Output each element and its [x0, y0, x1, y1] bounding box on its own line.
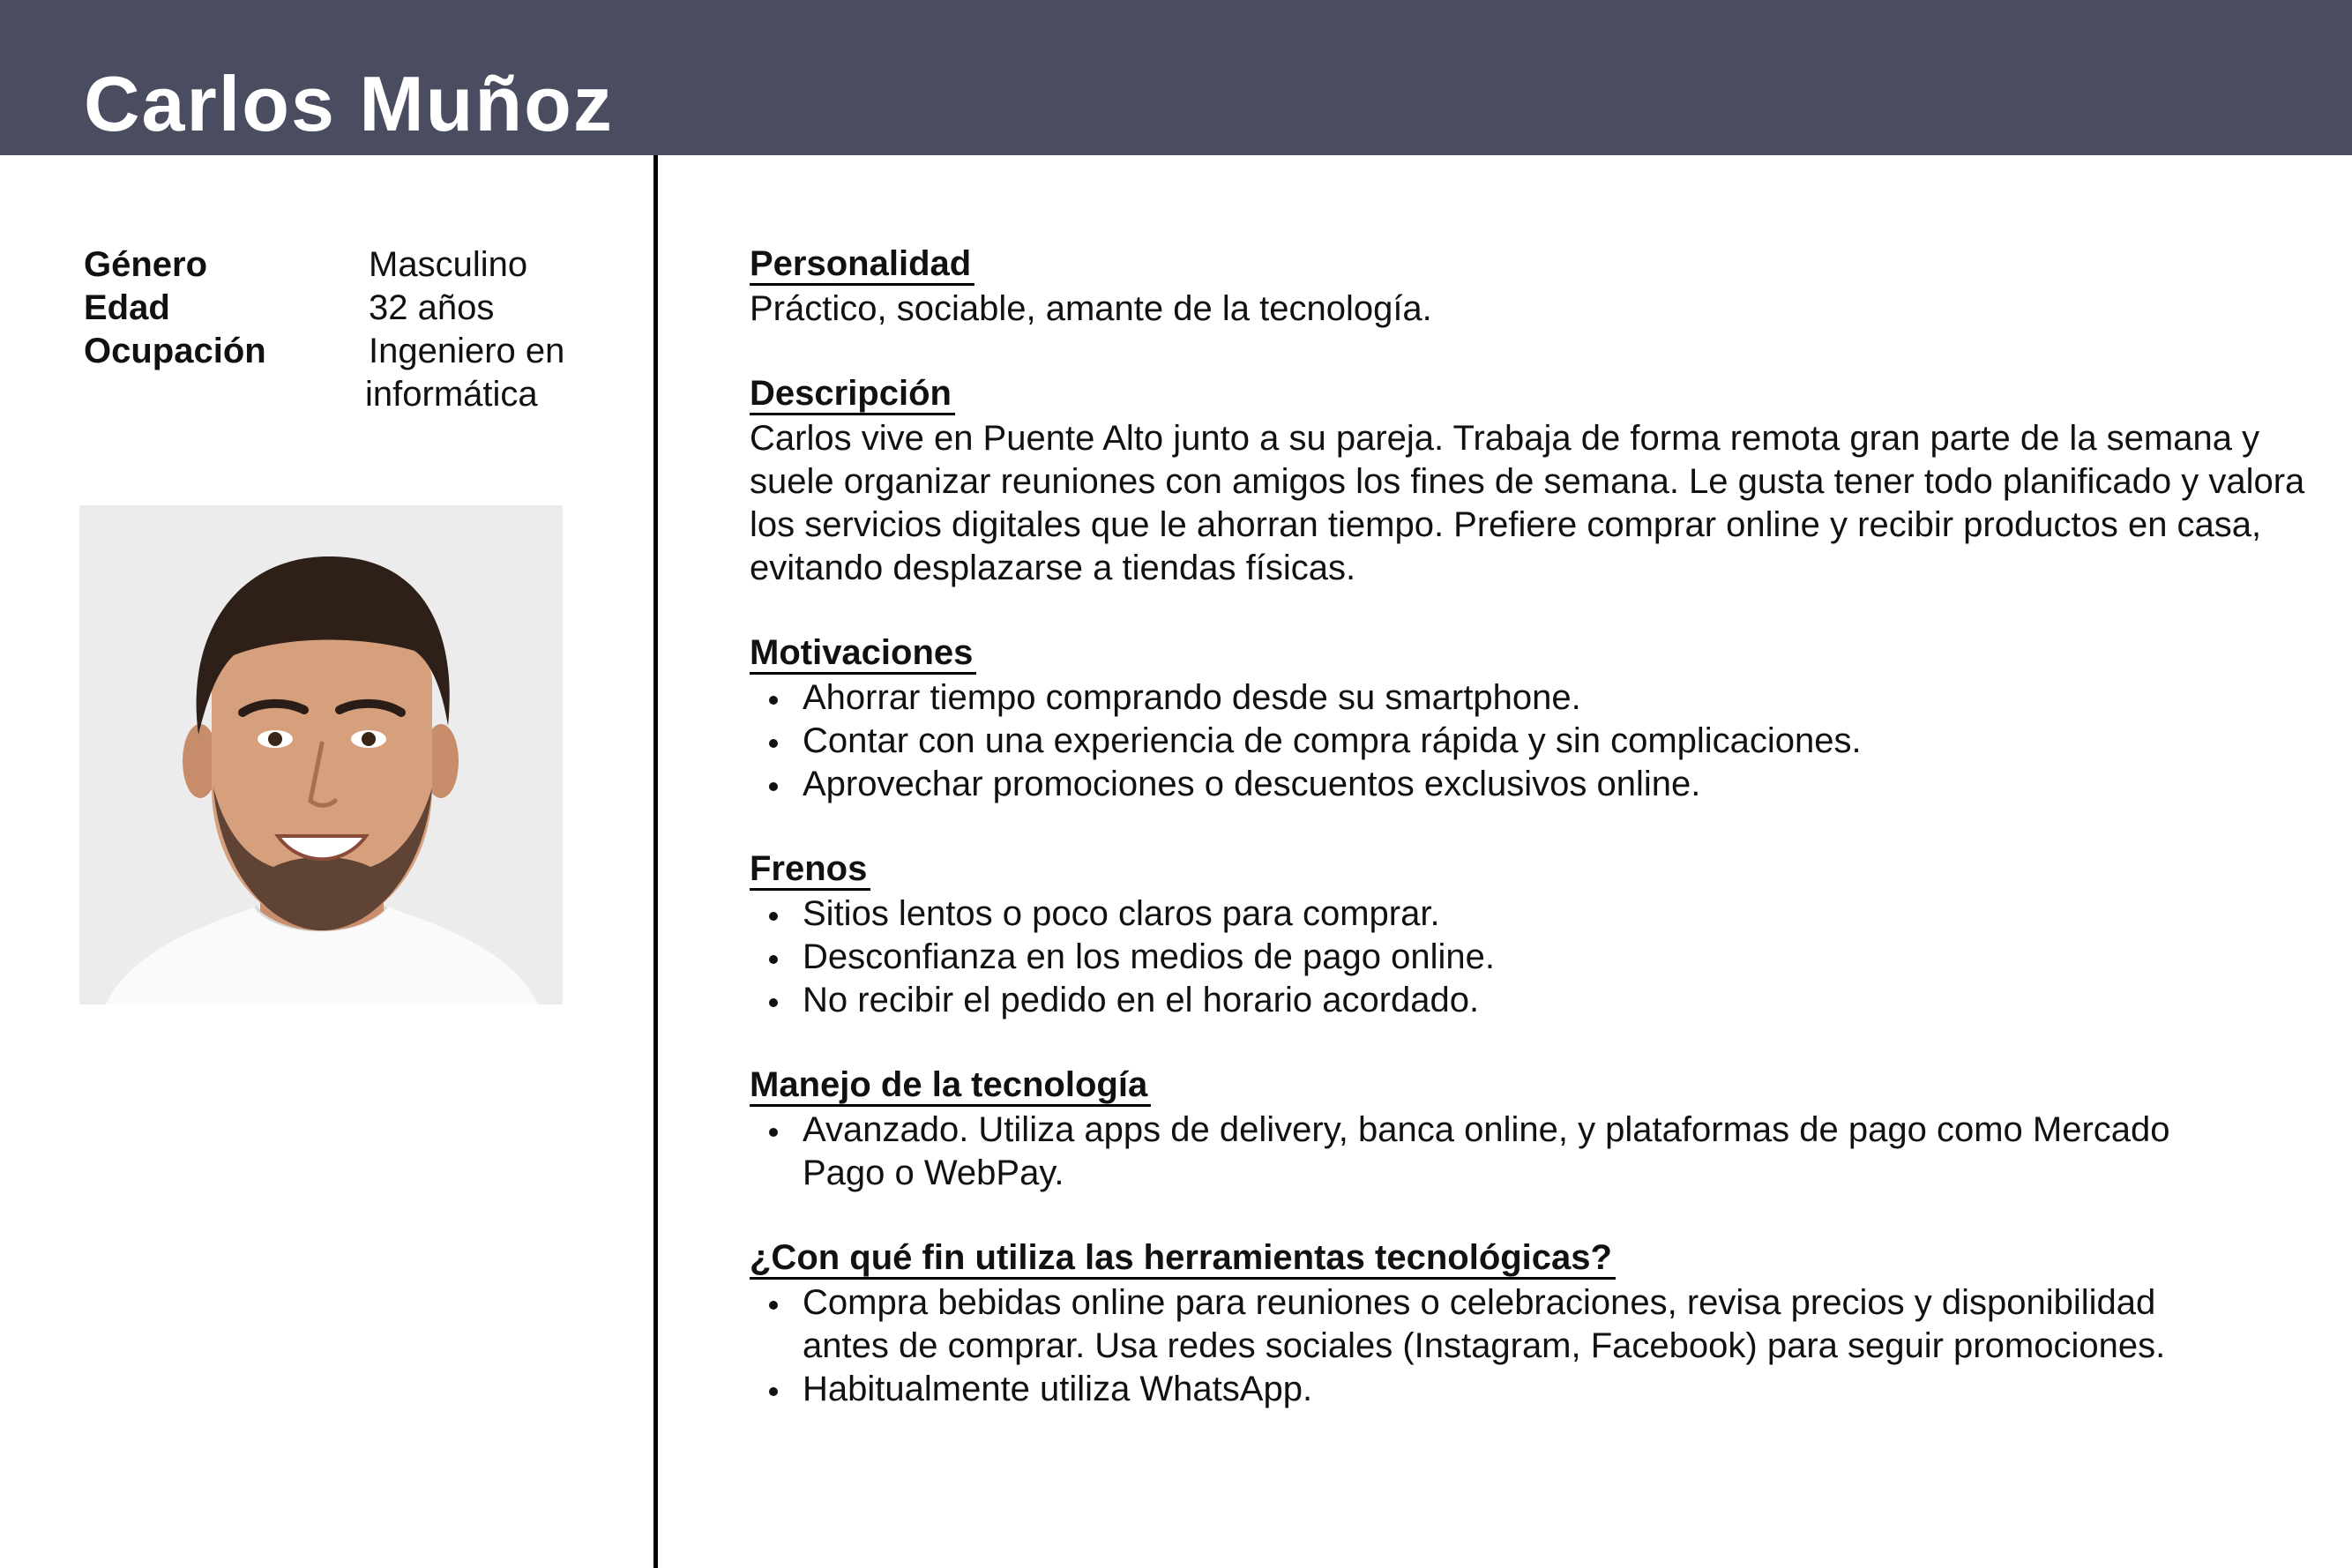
persona-name: Carlos Muñoz	[84, 60, 614, 147]
column-divider	[653, 155, 658, 1568]
bullet-list	[750, 676, 2328, 806]
persona-info	[84, 243, 613, 416]
section-text: Carlos vive en Puente Alto junto a su pareja. Trabaja de forma remota gran parte de la semana y suele organizar reuniones con amigos los fines de semana. Le gusta tener todo planificado y valora los servicios digitales que le ahorran tiempo. Prefiere comprar online y recibir productos en casa, evitando desplazarse a tiendas físicas.	[750, 419, 2305, 587]
persona-photo	[79, 505, 563, 1004]
section-tecnologia	[750, 1065, 2328, 1195]
bullet-list	[750, 1109, 2328, 1195]
bullet-list	[750, 1281, 2328, 1411]
section-title: ¿Con qué fin utiliza las herramientas tecnológicas?	[750, 1238, 1616, 1280]
info-value-line-2: informática	[365, 375, 538, 414]
section-title: Manejo de la tecnología	[750, 1065, 1151, 1107]
persona-details	[750, 244, 2328, 1454]
info-label: Ocupación	[84, 332, 266, 370]
info-row-occupation	[84, 330, 613, 416]
section-motivaciones	[750, 633, 2328, 806]
list-item: Avanzado. Utiliza apps de delivery, banca online, y plataformas de pago como Mercado Pago o WebPay.	[750, 1109, 2328, 1195]
list-item: Aprovechar promociones o descuentos exclusivos online.	[750, 763, 2328, 806]
list-item: Desconfianza en los medios de pago online.	[750, 936, 2328, 979]
section-descripcion	[750, 374, 2328, 590]
section-personalidad	[750, 244, 2328, 331]
section-title: Frenos	[750, 849, 870, 891]
section-frenos	[750, 849, 2328, 1022]
bullet-list	[750, 892, 2328, 1022]
list-item: Sitios lentos o poco claros para comprar.	[750, 892, 2328, 936]
list-item: Compra bebidas online para reuniones o celebraciones, revisa precios y disponibilidad antes de comprar. Usa redes sociales (Instagram, Facebook) para seguir promociones.	[750, 1281, 2328, 1368]
list-item: Habitualmente utiliza WhatsApp.	[750, 1368, 2328, 1411]
info-value	[365, 330, 633, 416]
section-title: Descripción	[750, 374, 955, 415]
section-title: Personalidad	[750, 244, 974, 286]
info-value: 32 años	[369, 288, 495, 327]
info-row-gender	[84, 243, 613, 287]
info-row-age	[84, 287, 613, 330]
list-item: Contar con una experiencia de compra rápida y sin complicaciones.	[750, 720, 2328, 763]
info-value-line-1: Ingeniero en	[369, 332, 565, 370]
section-text: Práctico, sociable, amante de la tecnología.	[750, 289, 1432, 328]
info-label: Edad	[84, 288, 170, 327]
header-bar	[0, 0, 2352, 155]
section-title: Motivaciones	[750, 633, 976, 675]
list-item: Ahorrar tiempo comprando desde su smartphone.	[750, 676, 2328, 720]
list-item: No recibir el pedido en el horario acordado.	[750, 979, 2328, 1022]
section-fin	[750, 1238, 2328, 1411]
avatar-illustration	[79, 505, 563, 1004]
info-value: Masculino	[369, 245, 528, 284]
info-label: Género	[84, 245, 208, 284]
